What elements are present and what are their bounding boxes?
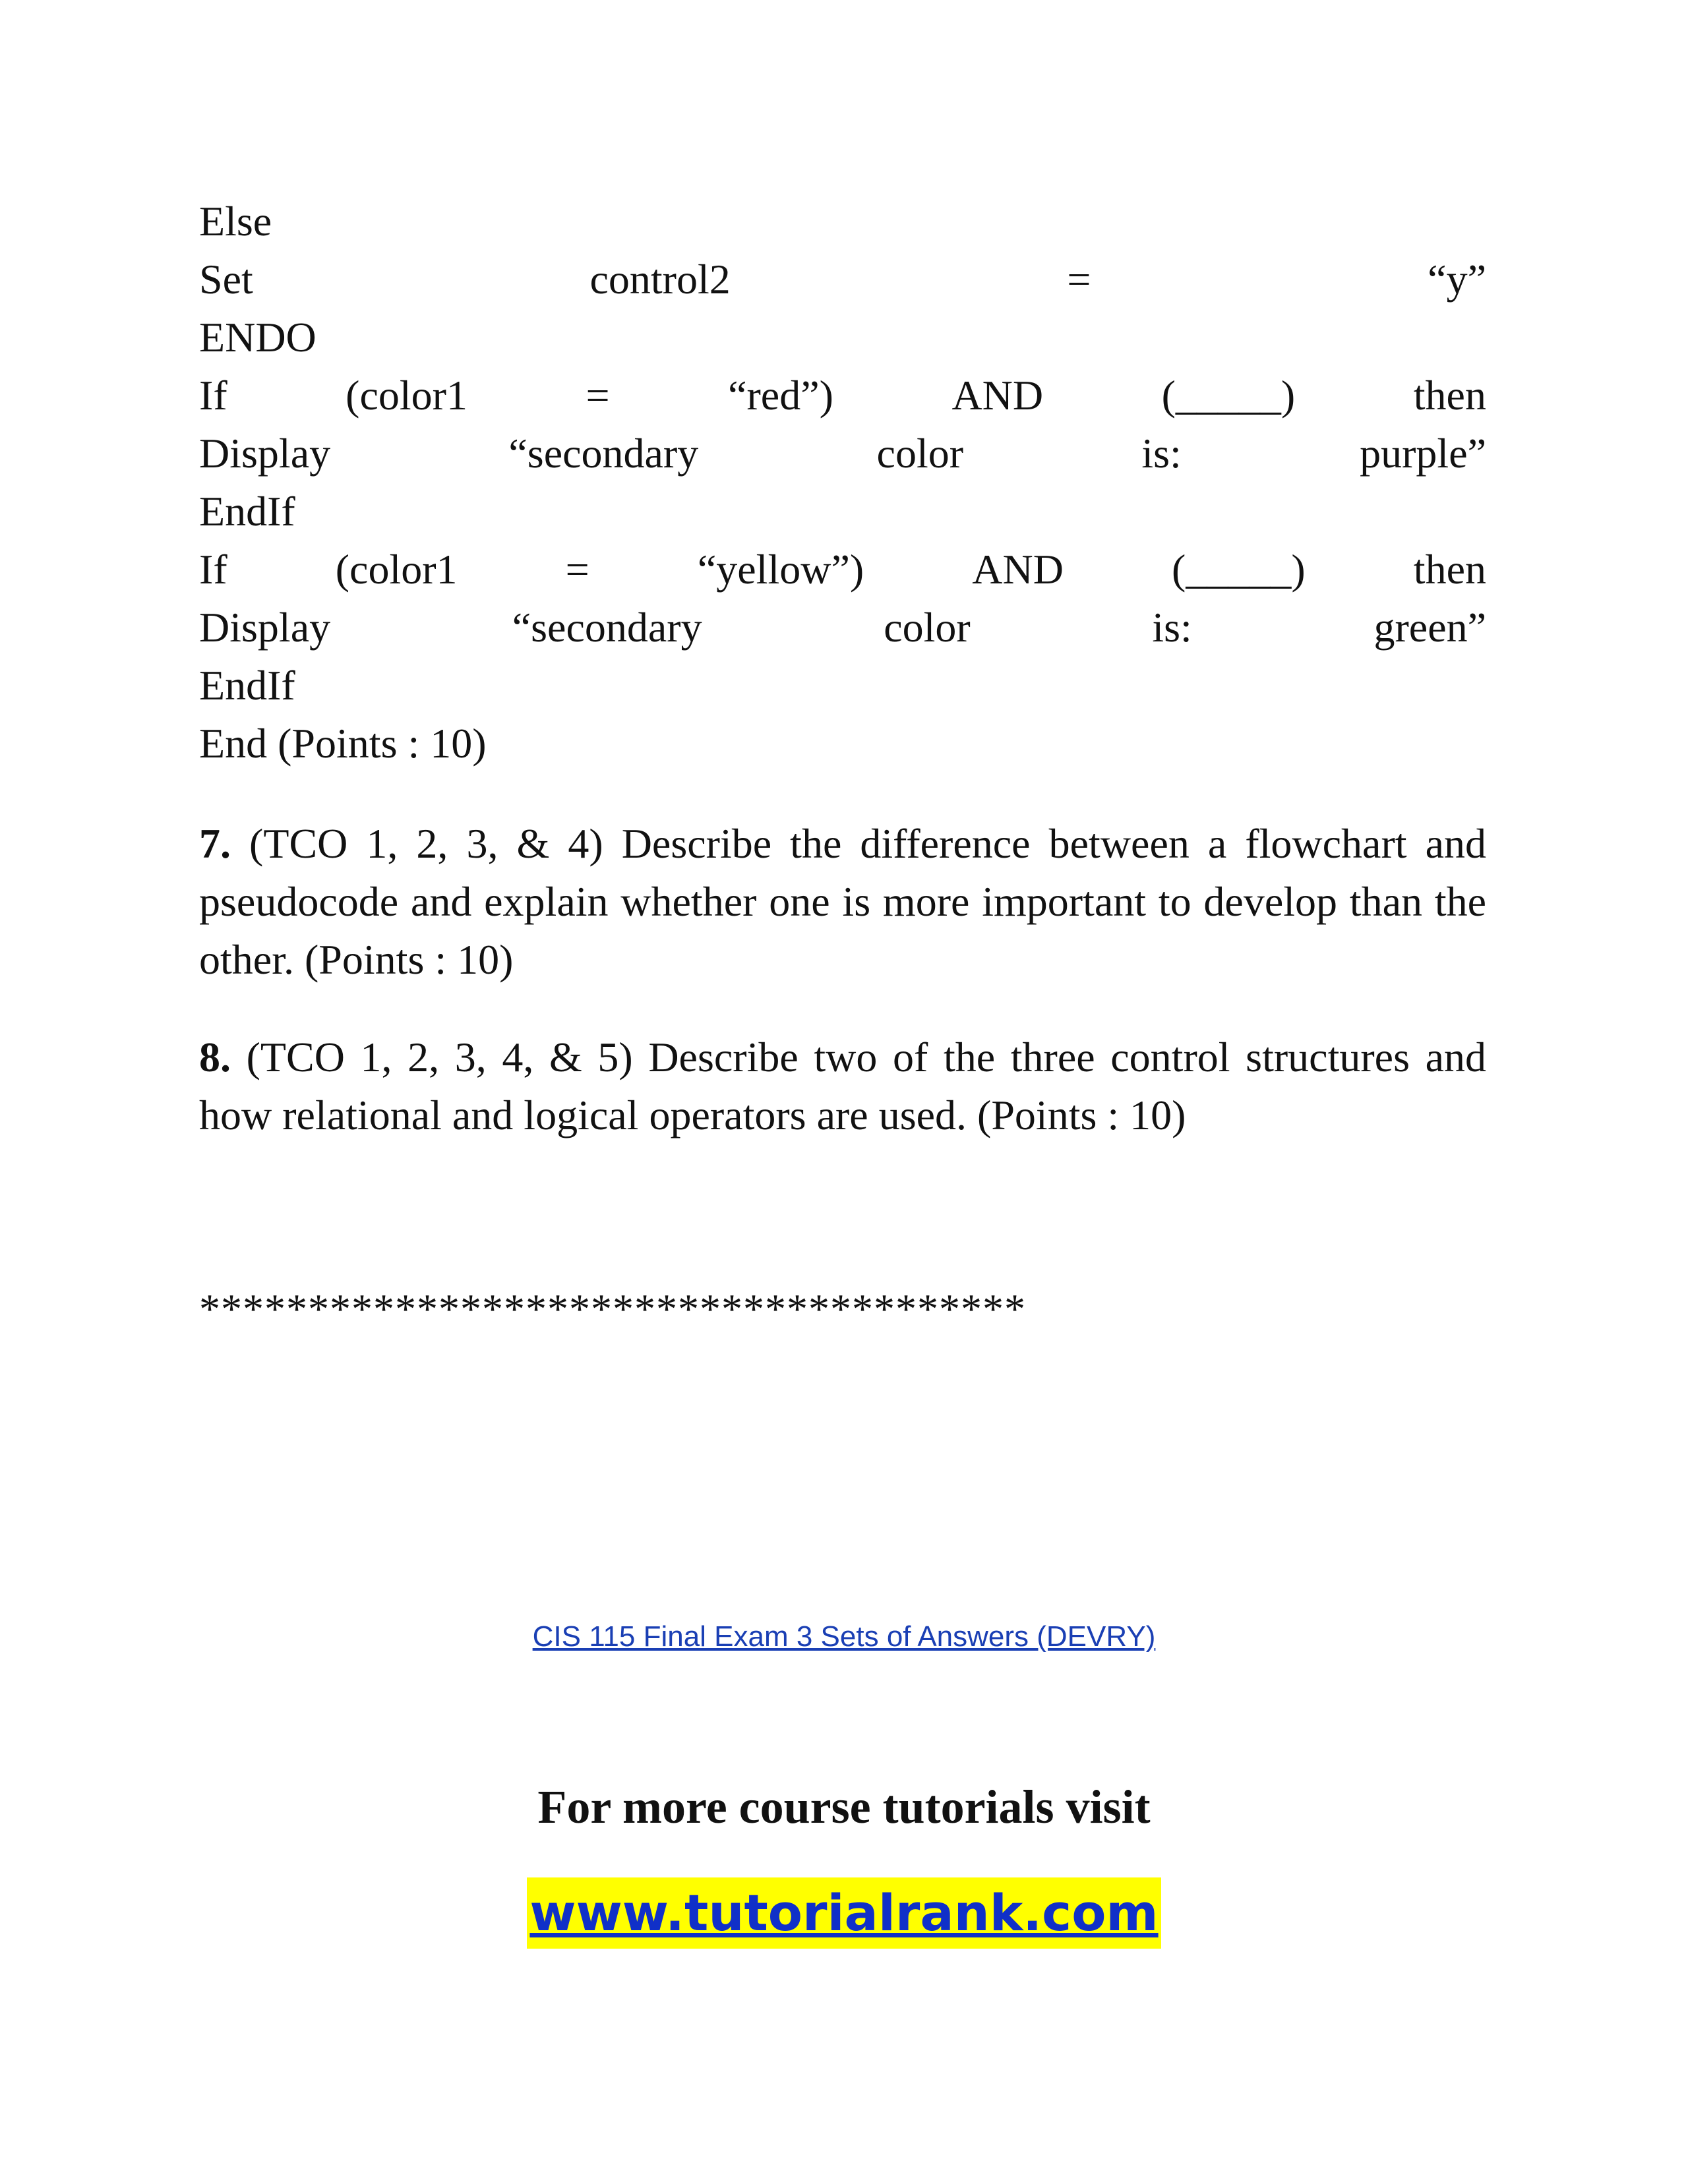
code-token: then: [1413, 546, 1486, 593]
code-line: [199, 541, 1486, 599]
code-token: “secondary: [508, 430, 699, 477]
code-token: “y”: [1428, 256, 1486, 303]
code-token: EndIf: [199, 662, 295, 709]
code-line: [199, 483, 1486, 541]
code-token: =: [1067, 256, 1091, 303]
website-wrapper: [0, 1877, 1688, 1949]
code-token: If: [199, 546, 227, 593]
pseudocode-block: [199, 192, 1486, 773]
code-line: [199, 367, 1486, 425]
separator-line: **************************************: [199, 1285, 1026, 1332]
exam-answers-link[interactable]: CIS 115 Final Exam 3 Sets of Answers (DEVRY): [532, 1620, 1156, 1653]
question-number: 8.: [199, 1034, 231, 1080]
code-token: control2: [589, 256, 731, 303]
code-token: End (Points : 10): [199, 720, 487, 767]
code-token: ENDO: [199, 314, 316, 361]
code-token: is:: [1141, 430, 1182, 477]
code-line: [199, 425, 1486, 483]
code-token: “yellow”): [697, 546, 864, 593]
code-token: AND: [972, 546, 1064, 593]
question-7: [199, 815, 1486, 989]
code-token: color: [876, 430, 964, 477]
code-token: Display: [199, 430, 331, 477]
code-token: then: [1413, 372, 1486, 419]
code-token: If: [199, 372, 227, 419]
code-line: [199, 599, 1486, 657]
code-token: (_____): [1172, 546, 1306, 593]
code-line: [199, 715, 1486, 773]
code-line: [199, 251, 1486, 309]
code-line: [199, 657, 1486, 715]
more-tutorials-heading: For more course tutorials visit: [537, 1781, 1151, 1833]
code-token: green”: [1373, 604, 1486, 651]
code-token: purple”: [1360, 430, 1486, 477]
code-token: =: [586, 372, 610, 419]
code-token: is:: [1152, 604, 1192, 651]
code-token: Display: [199, 604, 331, 651]
question-text: (TCO 1, 2, 3, & 4) Describe the difference between a flowchart and pseudocode and explain whether one is more important to develop than the other. (Points : 10): [199, 820, 1486, 983]
code-token: AND: [951, 372, 1044, 419]
code-token: (color1: [335, 546, 458, 593]
question-8: [199, 1028, 1486, 1144]
code-line: [199, 192, 1486, 251]
question-text: (TCO 1, 2, 3, 4, & 5) Describe two of the three control structures and how relational and logical operators are used. (Points : 10): [199, 1034, 1486, 1138]
question-number: 7.: [199, 820, 231, 867]
code-token: Else: [199, 198, 272, 245]
code-token: Set: [199, 256, 253, 303]
code-token: “red”): [728, 372, 833, 419]
code-token: “secondary: [512, 604, 702, 651]
code-token: (_____): [1161, 372, 1296, 419]
code-token: =: [565, 546, 589, 593]
website-link[interactable]: www.tutorialrank.com: [527, 1877, 1160, 1949]
code-token: (color1: [346, 372, 467, 419]
code-line: [199, 309, 1486, 367]
code-token: color: [884, 604, 971, 651]
code-token: EndIf: [199, 488, 295, 535]
